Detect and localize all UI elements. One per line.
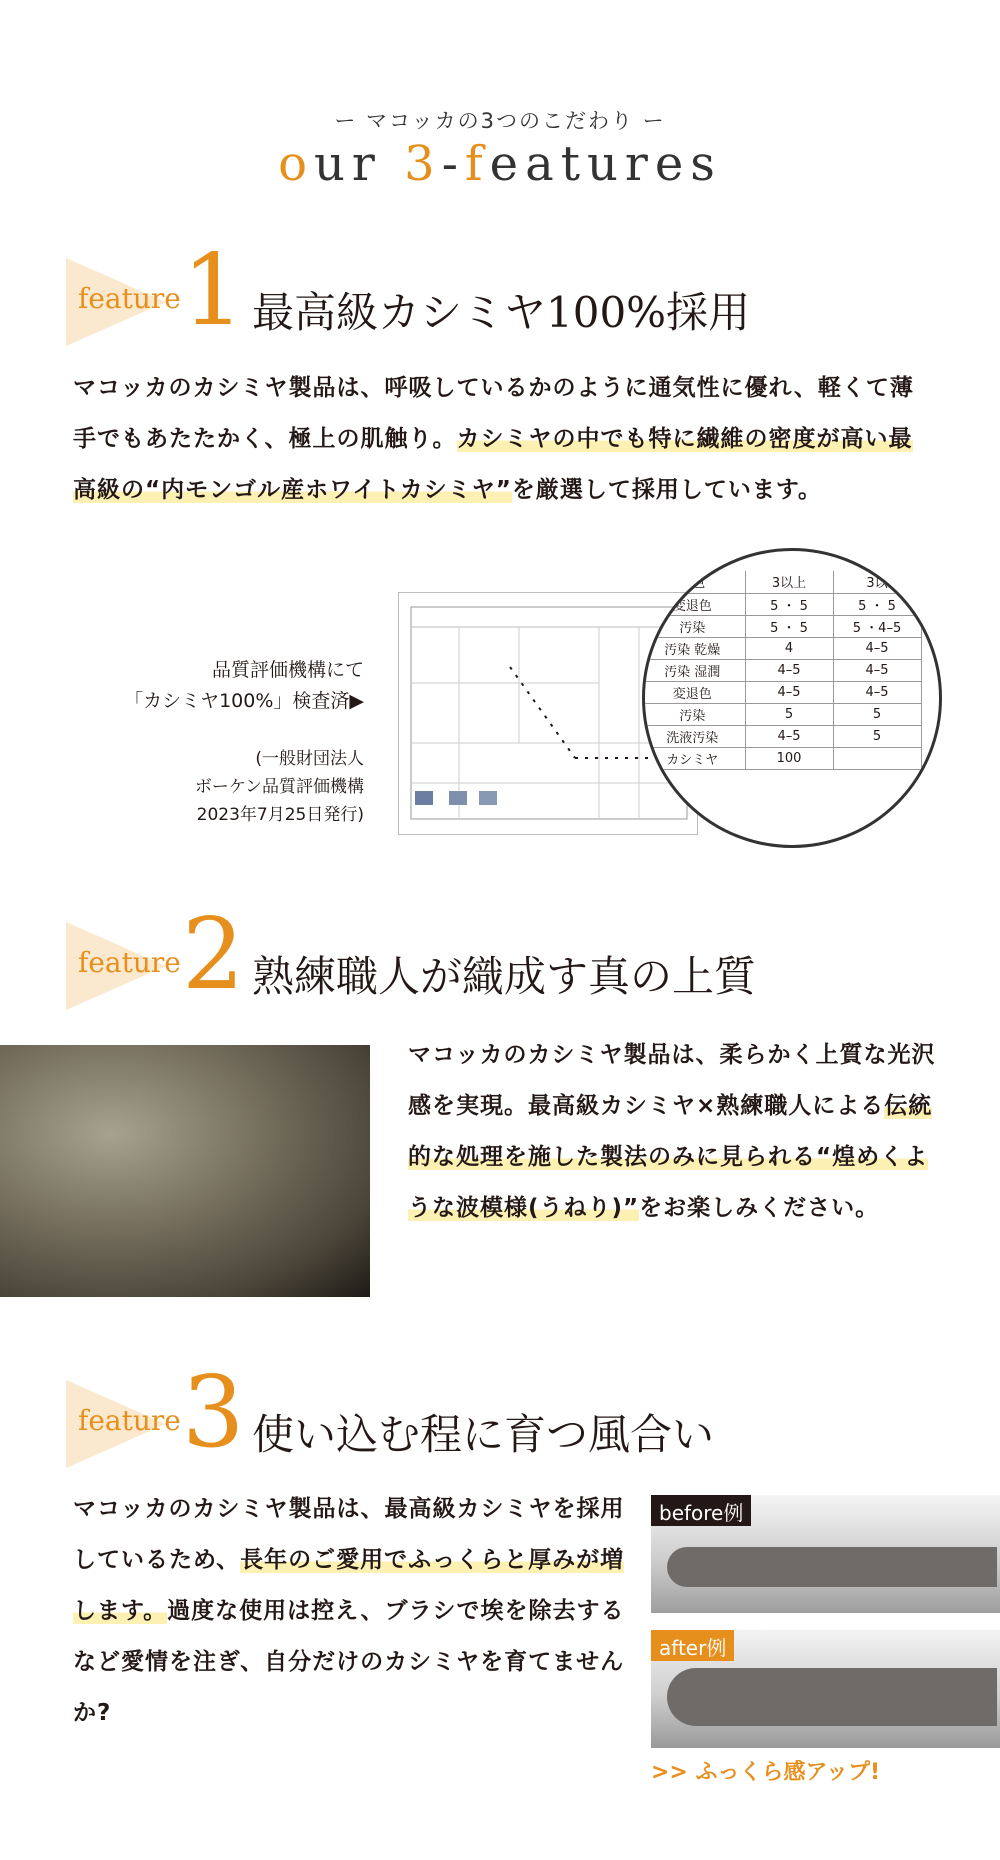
- magnified-cell: 5 ・ 5: [745, 593, 833, 615]
- after-label: after例: [651, 1630, 734, 1661]
- text-part: をお楽しみください。: [639, 1195, 880, 1222]
- feature-number: 3: [182, 1356, 245, 1470]
- magnified-cell: 5 ・4–5: [833, 615, 921, 637]
- title-part: ur: [314, 136, 405, 192]
- magnified-cell: 3以上: [745, 571, 833, 593]
- highlighted-text: 伝統的な処理を施した製法のみに見られる“煌めくような波模様(うねり)”: [408, 1093, 933, 1222]
- issuer-line: ボーケン品質評価機構: [194, 777, 364, 798]
- magnified-row: [642, 615, 921, 637]
- highlighted-text: 長年のご愛用でふっくらと厚みが増します。: [73, 1547, 625, 1625]
- title-part: -: [441, 136, 465, 192]
- magnified-cell: 4–5: [745, 725, 833, 747]
- feature-number: 1: [182, 234, 245, 348]
- feature-number: 2: [182, 898, 245, 1012]
- highlighted-text: カシミヤの中でも特に繊維の密度が高い最高級の“内モンゴル産ホワイトカシミヤ”: [73, 426, 913, 504]
- magnified-cell: 3以: [833, 571, 921, 593]
- title-accent-o: o: [278, 136, 315, 192]
- magnified-table: [642, 571, 922, 770]
- magnified-cell: カシミヤ: [642, 747, 745, 769]
- magnified-cell: 100: [745, 747, 833, 769]
- title-accent-3: 3: [404, 136, 442, 192]
- text-part: マコッカのカシミヤ製品は、呼吸しているかのように通気性に優れ、軽くて薄手でもあたたかく、極上の肌触り。: [73, 375, 914, 453]
- blanket-after: [667, 1668, 997, 1726]
- magnified-cell: 4: [745, 637, 833, 659]
- before-label: before例: [651, 1495, 751, 1526]
- magnified-cell: 5 ・ 5: [833, 593, 921, 615]
- magnified-cell: 汚染 湿潤: [642, 659, 745, 681]
- text-part: 過度な使用は控え、ブラシで埃を除去するなど愛情を注ぎ、自分だけのカシミヤを育てませんか?: [73, 1598, 625, 1727]
- magnified-cell: 4–5: [833, 681, 921, 703]
- magnified-cell: 5: [833, 725, 921, 747]
- magnified-cell: 5: [745, 703, 833, 725]
- magnified-row: [642, 593, 921, 615]
- text-part: マコッカのカシミヤ製品は、柔らかく上質な光沢感を実現。最高級カシミヤ×熟練職人による: [408, 1042, 936, 1120]
- feature-title: 使い込む程に育つ風合い: [252, 1410, 715, 1459]
- feature-2-text: [408, 1030, 948, 1234]
- magnified-cell: 4–5: [833, 637, 921, 659]
- note-line: 「カシミヤ100%」検査済▶: [124, 690, 364, 713]
- magnified-cell: 変退色: [642, 681, 745, 703]
- text-part: マコッカのカシミヤ製品は、最高級カシミヤを採用しているため、: [73, 1496, 625, 1574]
- magnified-cell: 4–5: [745, 681, 833, 703]
- magnified-cell: 4–5: [745, 659, 833, 681]
- magnified-row: [642, 681, 921, 703]
- magnified-cell: 退色: [642, 571, 745, 593]
- magnified-cell: 汚染: [642, 703, 745, 725]
- feature-2-heading: [66, 898, 966, 1032]
- feature-title: 最高級カシミヤ100%採用: [252, 288, 751, 337]
- magnified-cell: [833, 747, 921, 769]
- magnified-row: [642, 725, 921, 747]
- title-accent-f: f: [464, 136, 490, 192]
- feature-3-heading: [66, 1356, 966, 1490]
- magnified-cell: 汚染 乾燥: [642, 637, 745, 659]
- feature-title: 熟練職人が織成す真の上質: [252, 952, 757, 1001]
- magnified-cell: 4–5: [833, 659, 921, 681]
- fluffiness-note: >> ふっくら感アップ!: [651, 1760, 881, 1785]
- magnified-row: [642, 659, 921, 681]
- note-line: 品質評価機構にて: [211, 659, 364, 681]
- magnified-cell: 5: [833, 703, 921, 725]
- cashmere-fabric-photo: [0, 1045, 370, 1297]
- feature-word: feature: [78, 282, 181, 315]
- blanket-before: [667, 1547, 997, 1587]
- magnified-cell: 汚染: [642, 615, 745, 637]
- text-part: を厳選して採用しています。: [511, 477, 823, 504]
- feature-word: feature: [78, 1404, 181, 1437]
- magnified-row: [642, 637, 921, 659]
- issuer-line: 2023年7月25日発行): [196, 805, 364, 826]
- magnified-row: [642, 703, 921, 725]
- magnified-report: [642, 548, 942, 848]
- feature-3-text: [73, 1484, 631, 1739]
- title-part: eatures: [489, 136, 722, 192]
- magnified-cell: 変退色: [642, 593, 745, 615]
- magnified-cell: 5 ・ 5: [745, 615, 833, 637]
- issuer-line: (一般財団法人: [255, 749, 364, 769]
- magnified-row: [642, 747, 921, 769]
- magnified-cell: 洗液汚染: [642, 725, 745, 747]
- feature-word: feature: [78, 946, 181, 979]
- magnified-row: [642, 571, 921, 593]
- section-kicker: ー マコッカの3つのこだわり ー: [334, 109, 666, 133]
